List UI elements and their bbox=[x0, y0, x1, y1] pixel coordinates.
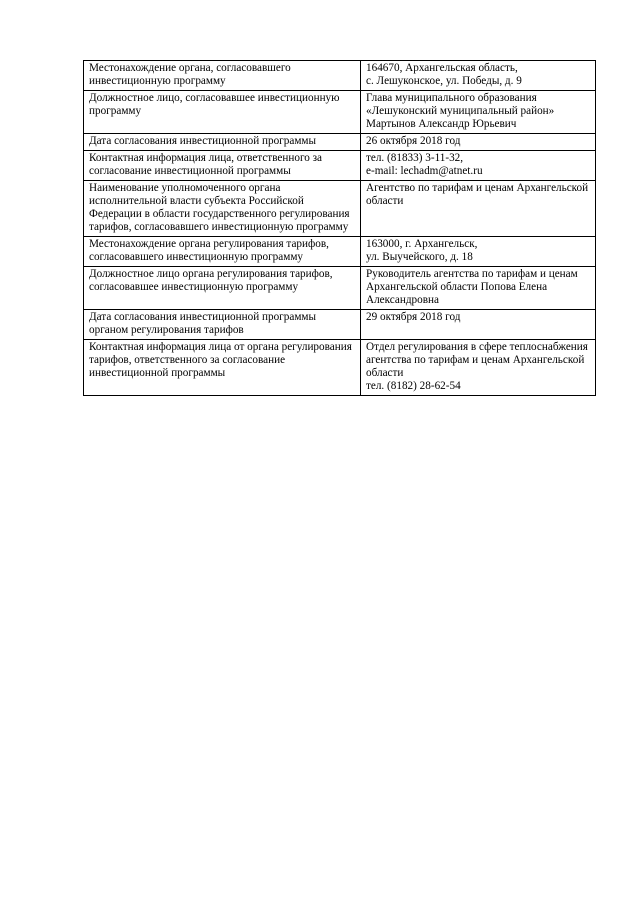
row-value: тел. (81833) 3-11-32, e-mail: lechadm@atnet.ru bbox=[361, 151, 596, 181]
row-label: Местонахождение органа, согласовавшего инвестиционную программу bbox=[84, 61, 361, 91]
row-value: Руководитель агентства по тарифам и ценам Архангельской области Попова Елена Александровна bbox=[361, 267, 596, 310]
row-value: 29 октября 2018 год bbox=[361, 310, 596, 340]
row-label: Дата согласования инвестиционной программы bbox=[84, 134, 361, 151]
row-label: Наименование уполномоченного органа исполнительной власти субъекта Российской Федерации в области государственного регулирования тарифов, согласовавшего инвестиционную программу bbox=[84, 181, 361, 237]
table-row bbox=[84, 310, 596, 340]
table-row bbox=[84, 151, 596, 181]
row-label: Контактная информация лица от органа регулирования тарифов, ответственного за согласование инвестиционной программы bbox=[84, 340, 361, 396]
table-row bbox=[84, 134, 596, 151]
row-label: Местонахождение органа регулирования тарифов, согласовавшего инвестиционную программу bbox=[84, 237, 361, 267]
row-label: Дата согласования инвестиционной программы органом регулирования тарифов bbox=[84, 310, 361, 340]
investment-program-approval-table bbox=[83, 60, 596, 396]
table-row bbox=[84, 91, 596, 134]
row-value: Агентство по тарифам и ценам Архангельской области bbox=[361, 181, 596, 237]
table-row bbox=[84, 267, 596, 310]
table-row bbox=[84, 181, 596, 237]
row-value: 26 октября 2018 год bbox=[361, 134, 596, 151]
row-label: Контактная информация лица, ответственного за согласование инвестиционной программы bbox=[84, 151, 361, 181]
table-row bbox=[84, 61, 596, 91]
row-value: Отдел регулирования в сфере теплоснабжения агентства по тарифам и ценам Архангельской области тел. (8182) 28-62-54 bbox=[361, 340, 596, 396]
row-label: Должностное лицо, согласовавшее инвестиционную программу bbox=[84, 91, 361, 134]
table-row bbox=[84, 237, 596, 267]
table-row bbox=[84, 340, 596, 396]
row-value: 163000, г. Архангельск, ул. Выучейского, д. 18 bbox=[361, 237, 596, 267]
row-label: Должностное лицо органа регулирования тарифов, согласовавшее инвестиционную программу bbox=[84, 267, 361, 310]
row-value: 164670, Архангельская область, с. Лешуконское, ул. Победы, д. 9 bbox=[361, 61, 596, 91]
row-value: Глава муниципального образования «Лешуконский муниципальный район» Мартынов Александр Юрьевич bbox=[361, 91, 596, 134]
